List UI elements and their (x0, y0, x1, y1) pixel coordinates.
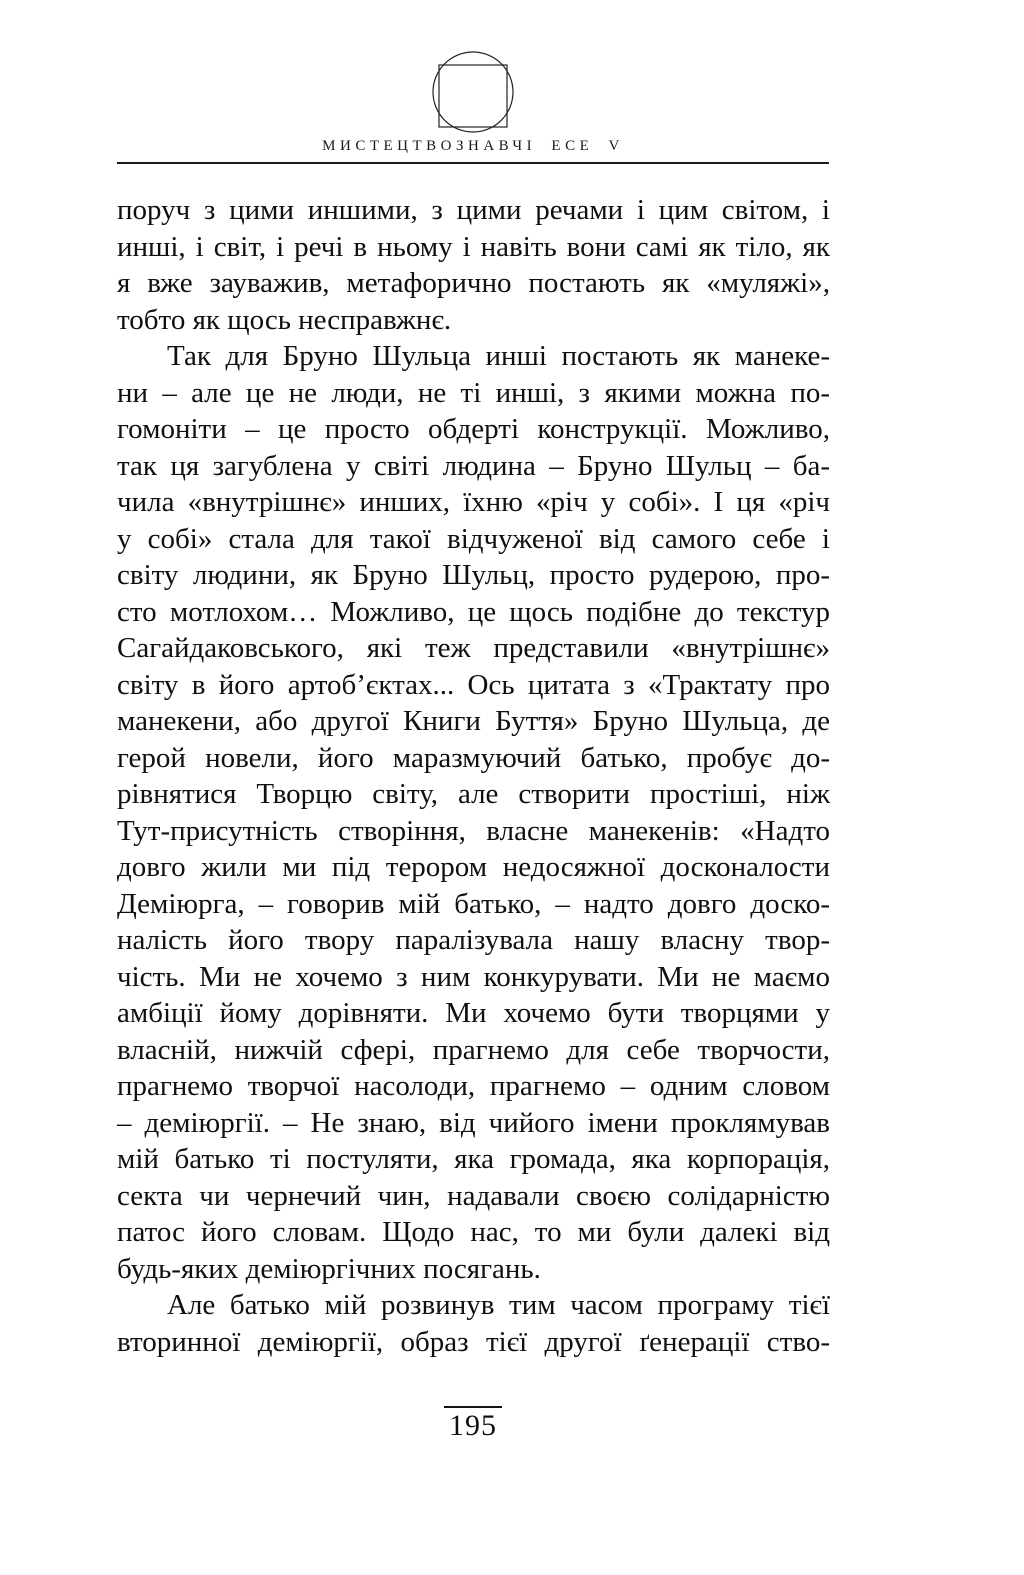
text-line: я вже зауважив, метафорично постають як «муляжі», (117, 267, 830, 299)
page-footer (117, 1406, 829, 1443)
text-line: гомоніти – це просто обдерті конструкції. Можливо, (117, 413, 830, 445)
text-line: – деміюргії. – Не знаю, від чийого імени проклямував (117, 1106, 830, 1139)
text-line: світу в його артоб’єктах... Ось цитата з «Трактату про (117, 668, 830, 701)
text-line: світу людини, як Бруно Шульц, просто рудерою, про- (117, 559, 830, 591)
text-line: манекени, або другої Книги Буття» Бруно Шульца, де (117, 705, 830, 737)
text-line: ни – але це не люди, не ті инші, з якими можна по- (117, 376, 830, 409)
text-line: довго жили ми під терором недосяжної досконалости (117, 851, 830, 883)
text-line: поруч з цими иншими, з цими речами і цим світом, і (117, 194, 830, 226)
text-line: у собі» стала для такої відчуженої від самого себе і (117, 522, 830, 555)
text-line: власній, нижчій сфері, прагнемо для себе творчости, (117, 1033, 830, 1066)
page-number: 195 (444, 1406, 502, 1443)
header-rule-divider (117, 162, 829, 164)
text-line: секта чи чернечий чин, надавали своєю солідарністю (117, 1179, 830, 1212)
text-line: чила «внутрішнє» инших, їхню «річ у собі». І ця «річ (117, 486, 830, 518)
page-body-text (117, 192, 830, 1360)
text-line: налість його твору паралізувала нашу власну твор- (117, 924, 830, 956)
text-line: будь-яких деміюргічних посягань. (117, 1252, 541, 1285)
text-line: рівнятися Творцю світу, але створити простіші, ніж (117, 778, 830, 810)
text-line: чість. Ми не хочемо з ним конкурувати. Ми не маємо (117, 960, 830, 993)
text-line: амбіції йому дорівняти. Ми хочемо бути творцями у (117, 997, 830, 1029)
text-line: Сагайдаковського, які теж представили «внутрішнє» (117, 632, 830, 664)
running-head-title: МИСТЕЦТВОЗНАВЧІ ЕСЕ V (322, 138, 624, 154)
circle-square-logo-icon (410, 40, 540, 150)
text-line: прагнемо творчої насолоди, прагнемо – одним словом (117, 1070, 830, 1102)
text-line: Тут-присутність створіння, власне манекенів: «Надто (117, 814, 830, 847)
text-line: вторинної деміюргії, образ тієї другої ґенерації ство- (117, 1325, 830, 1358)
text-line: Так для Бруно Шульца инші постають як манеке- (167, 340, 830, 372)
text-line: герой новели, його маразмуючий батько, пробує до- (117, 741, 830, 774)
text-line: Деміюрга, – говорив мій батько, – надто довго доско- (117, 887, 830, 920)
text-line: сто мотлохом… Можливо, це щось подібне до текстур (117, 595, 830, 628)
text-line: тобто як щось несправжнє. (117, 303, 452, 336)
text-line: патос його словам. Щодо нас, то ми були далекі від (117, 1216, 830, 1248)
text-line: Але батько мій розвинув тим часом програму тієї (167, 1289, 830, 1321)
text-line: так ця загублена у світі людина – Бруно Шульц – ба- (117, 449, 830, 482)
text-line: мій батько ті постуляти, яка громада, яка корпорація, (117, 1143, 830, 1175)
text-line: инші, і світ, і речі в ньому і навіть вони самі як тіло, як (117, 230, 830, 263)
